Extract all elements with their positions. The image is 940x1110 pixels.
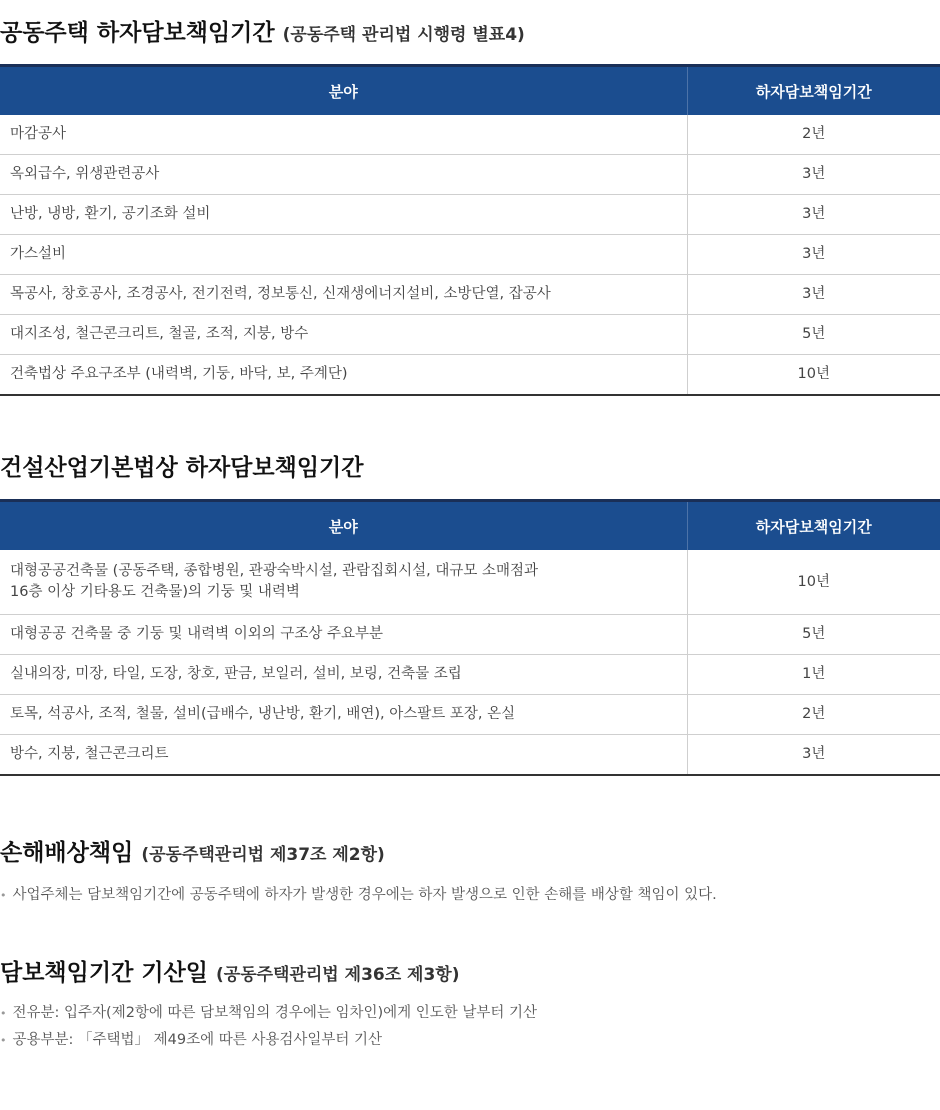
section-title bbox=[0, 453, 940, 483]
table-row bbox=[0, 655, 940, 695]
section-subtitle: (공동주택관리법 제36조 제3항) bbox=[216, 965, 460, 985]
cell-period: 2년 bbox=[687, 115, 940, 155]
cell-field: 옥외급수, 위생관련공사 bbox=[0, 155, 687, 195]
cell-field: 마감공사 bbox=[0, 115, 687, 155]
cell-period: 10년 bbox=[687, 550, 940, 615]
section-subtitle: (공동주택관리법 제37조 제2항) bbox=[141, 845, 385, 865]
cell-field-line: 16층 이상 기타용도 건축물)의 기둥 및 내력벽 bbox=[10, 584, 300, 600]
section-construction-warranty bbox=[0, 453, 940, 483]
cell-period: 3년 bbox=[687, 195, 940, 235]
table-construction-warranty-wrap bbox=[0, 499, 940, 776]
cell-period: 2년 bbox=[687, 695, 940, 735]
list-item-text: 전유분: 입주자(제2항에 따른 담보책임의 경우에는 임차인)에게 인도한 날부터 기산 bbox=[12, 1005, 538, 1021]
cell-field: 난방, 냉방, 환기, 공기조화 설비 bbox=[0, 195, 687, 235]
table-row bbox=[0, 315, 940, 355]
section-apartment-warranty bbox=[0, 18, 940, 50]
section-title-text: 건설산업기본법상 하자담보책임기간 bbox=[0, 455, 364, 481]
table-row bbox=[0, 615, 940, 655]
section-start-date bbox=[0, 958, 940, 1054]
cell-field: 목공사, 창호공사, 조경공사, 전기전력, 정보통신, 신재생에너지설비, 소방단열, 잡공사 bbox=[0, 275, 687, 315]
cell-field: 가스설비 bbox=[0, 235, 687, 275]
list-item bbox=[0, 882, 940, 909]
table-row bbox=[0, 195, 940, 235]
section-title-text: 손해배상책임 bbox=[0, 840, 134, 866]
table-row bbox=[0, 695, 940, 735]
table-row bbox=[0, 115, 940, 155]
section-subtitle: (공동주택 관리법 시행령 별표4) bbox=[282, 25, 525, 45]
cell-period: 5년 bbox=[687, 615, 940, 655]
section-title-text: 공동주택 하자담보책임기간 bbox=[0, 20, 275, 46]
cell-field: 토목, 석공사, 조적, 철물, 설비(급배수, 냉난방, 환기, 배연), 아스팔트 포장, 온실 bbox=[0, 695, 687, 735]
cell-field: 건축법상 주요구조부 (내력벽, 기둥, 바닥, 보, 주계단) bbox=[0, 355, 687, 396]
section-title bbox=[0, 838, 940, 870]
list-item bbox=[0, 1000, 940, 1027]
list-item-text: 공용부분: 「주택법」 제49조에 따른 사용검사일부터 기산 bbox=[12, 1032, 383, 1048]
bullet-dot-icon: • bbox=[0, 1034, 7, 1047]
cell-period: 3년 bbox=[802, 746, 826, 762]
cell-period: 1년 bbox=[687, 655, 940, 695]
table-construction-warranty bbox=[0, 499, 940, 776]
section-title bbox=[0, 18, 940, 50]
cell-field: 대형공공 건축물 중 기둥 및 내력벽 이외의 구조상 주요부분 bbox=[0, 615, 687, 655]
header-field: 분야 bbox=[0, 501, 687, 551]
table-row bbox=[0, 355, 940, 396]
cell-field: 대지조성, 철근콘크리트, 철골, 조적, 지붕, 방수 bbox=[0, 315, 687, 355]
section-damages bbox=[0, 838, 940, 909]
table-header-row bbox=[0, 501, 940, 551]
section-title-text: 담보책임기간 기산일 bbox=[0, 960, 208, 986]
list-item-text: 사업주체는 담보책임기간에 공동주택에 하자가 발생한 경우에는 하자 발생으로 인한 손해를 배상할 책임이 있다. bbox=[12, 887, 717, 903]
cell-period: 5년 bbox=[687, 315, 940, 355]
bullet-dot-icon: • bbox=[0, 889, 7, 902]
table-row bbox=[0, 235, 940, 275]
table-header-row bbox=[0, 66, 940, 116]
table-row bbox=[0, 155, 940, 195]
cell-period: 3년 bbox=[687, 275, 940, 315]
bullet-dot-icon: • bbox=[0, 1007, 7, 1020]
cell-field: 방수, 지붕, 철근콘크리트 bbox=[0, 735, 687, 776]
cell-period: 10년 bbox=[797, 366, 830, 382]
header-field: 분야 bbox=[0, 66, 687, 116]
bullet-list bbox=[0, 1000, 940, 1054]
cell-field: 실내의장, 미장, 타일, 도장, 창호, 판금, 보일러, 설비, 보링, 건축물 조립 bbox=[0, 655, 687, 695]
table-row bbox=[0, 550, 940, 615]
header-period: 하자담보책임기간 bbox=[687, 66, 940, 116]
cell-field-line: 대형공공건축물 (공동주택, 종합병원, 관광숙박시설, 관람집회시설, 대규모 소매점과 bbox=[10, 563, 538, 579]
table-apartment-warranty bbox=[0, 64, 940, 396]
cell-field bbox=[0, 550, 687, 615]
header-period: 하자담보책임기간 bbox=[687, 501, 940, 551]
table-row bbox=[0, 275, 940, 315]
list-item bbox=[0, 1027, 940, 1054]
section-title bbox=[0, 958, 940, 990]
bullet-list bbox=[0, 882, 940, 909]
table-apartment-warranty-wrap bbox=[0, 64, 940, 396]
cell-period: 3년 bbox=[687, 155, 940, 195]
table-row bbox=[0, 735, 940, 776]
cell-period: 3년 bbox=[687, 235, 940, 275]
